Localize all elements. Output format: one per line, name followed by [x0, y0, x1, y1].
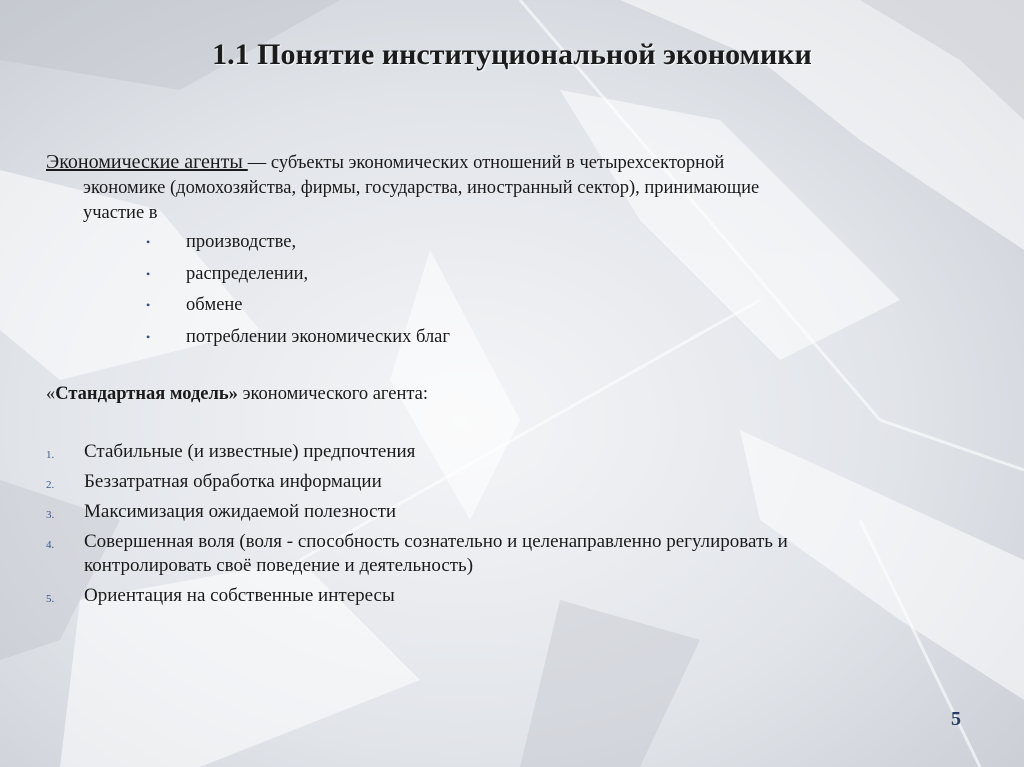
list-item-text: Совершенная воля (воля - способность сознательно и целенаправленно регулировать и	[84, 531, 788, 552]
page-number: 5	[951, 708, 961, 730]
bullet-icon: •	[146, 235, 151, 249]
definition-line-2: экономике (домохозяйства, фирмы, государства, иностранный сектор), принимающие	[83, 178, 760, 198]
list-item	[46, 500, 966, 524]
item-number: 2.	[46, 479, 55, 491]
definition-paragraph	[46, 150, 926, 226]
standard-model-rest: экономического агента:	[237, 384, 429, 404]
definition-line-3: участие в	[83, 203, 158, 223]
item-number: 1.	[46, 449, 55, 461]
list-item	[46, 470, 966, 494]
list-item-text: распределении,	[186, 263, 309, 284]
definition-line-1	[46, 150, 926, 176]
list-item-text: Беззатратная обработка информации	[84, 471, 382, 492]
list-item	[146, 262, 450, 294]
list-item-text: Стабильные (и известные) предпочтения	[84, 441, 416, 462]
bullet-icon: •	[146, 266, 151, 281]
list-item	[46, 530, 966, 578]
bullet-icon: •	[146, 298, 151, 312]
item-number: 3.	[46, 509, 55, 521]
bullet-icon: •	[146, 329, 151, 344]
definition-term: Экономические агенты	[46, 151, 248, 173]
list-item	[46, 584, 966, 608]
participation-list	[146, 230, 450, 356]
model-properties-list	[46, 440, 966, 614]
definition-text-1: — субъекты экономических отношений в четырехсекторной	[247, 153, 725, 173]
list-item-text: обмене	[186, 295, 243, 315]
item-number: 5.	[46, 593, 55, 605]
list-item-text: Максимизация ожидаемой полезности	[84, 501, 397, 522]
list-item	[146, 230, 450, 262]
standard-model-bold: Стандартная модель»	[55, 384, 238, 404]
list-item-text-continued: контролировать своё поведение и деятельность)	[84, 555, 474, 576]
standard-model-heading	[46, 382, 428, 407]
list-item-text: потреблении экономических благ	[186, 326, 450, 347]
list-item	[146, 293, 450, 325]
list-item-text: Ориентация на собственные интересы	[84, 585, 395, 606]
list-item-text: производстве,	[186, 232, 297, 252]
item-number: 4.	[46, 539, 55, 551]
list-item	[146, 325, 450, 357]
list-item	[46, 440, 966, 464]
open-quote: «	[46, 384, 56, 404]
slide-title: 1.1 Понятие институциональной экономики	[212, 38, 812, 71]
